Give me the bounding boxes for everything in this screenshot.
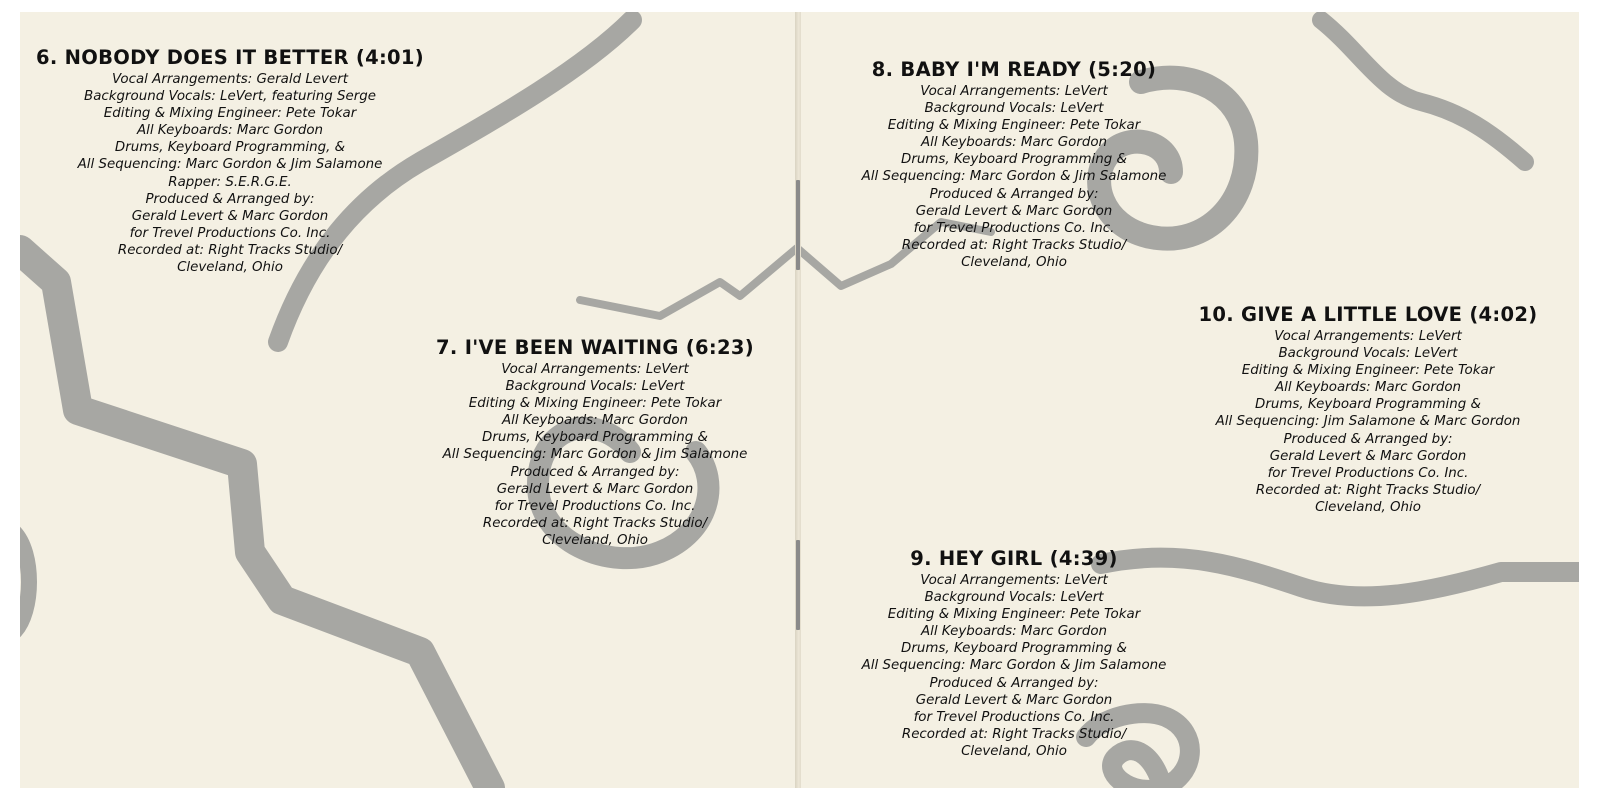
credit-line: Gerald Levert & Marc Gordon <box>915 203 1113 219</box>
credit-line: Recorded at: Right Tracks Studio/ <box>117 242 343 258</box>
track-title: 8. BABY I'M READY (5:20) <box>871 58 1157 81</box>
credit-line: All Sequencing: Marc Gordon & Jim Salamone <box>77 157 383 173</box>
credit-line: All Sequencing: Jim Salamone & Marc Gordon <box>1215 414 1521 430</box>
edge-arc-left <box>20 532 29 632</box>
credit-line: Gerald Levert & Marc Gordon <box>1269 448 1467 464</box>
credit-line: All Keyboards: Marc Gordon <box>136 123 324 139</box>
track-credits <box>1173 328 1563 516</box>
track-title: 6. NOBODY DOES IT BETTER (4:01) <box>35 46 425 69</box>
track-8 <box>829 58 1199 271</box>
track-credits <box>410 361 780 549</box>
credit-line: Editing & Mixing Engineer: Pete Tokar <box>468 396 722 412</box>
staple-bottom <box>796 540 800 630</box>
track-title: 9. HEY GIRL (4:39) <box>910 547 1118 570</box>
credit-line: Cleveland, Ohio <box>177 260 283 276</box>
credit-line: Produced & Arranged by: <box>1283 431 1453 447</box>
left-page <box>20 12 797 788</box>
credit-line: Drums, Keyboard Programming, & <box>114 140 346 156</box>
staple-top <box>796 180 800 270</box>
credit-line: Vocal Arrangements: LeVert <box>1274 329 1462 344</box>
credit-line: Produced & Arranged by: <box>510 464 680 480</box>
credit-line: Vocal Arrangements: Gerald Levert <box>112 72 348 87</box>
credit-line: Recorded at: Right Tracks Studio/ <box>1255 482 1481 498</box>
credit-line: Background Vocals: LeVert <box>1278 346 1458 362</box>
credit-line: Gerald Levert & Marc Gordon <box>131 208 329 224</box>
credit-line: Cleveland, Ohio <box>961 254 1067 270</box>
credit-line: Drums, Keyboard Programming & <box>901 641 1127 657</box>
credit-line: Background Vocals: LeVert <box>924 101 1104 117</box>
credit-line: Vocal Arrangements: LeVert <box>920 573 1108 588</box>
credit-line: Vocal Arrangements: LeVert <box>501 362 689 377</box>
credit-line: All Sequencing: Marc Gordon & Jim Salamone <box>861 658 1167 674</box>
right-page <box>801 12 1579 788</box>
track-9 <box>829 547 1199 760</box>
credit-line: All Sequencing: Marc Gordon & Jim Salamone <box>861 169 1167 185</box>
credit-line: Gerald Levert & Marc Gordon <box>496 481 694 497</box>
track-6 <box>30 46 430 276</box>
credit-line: Vocal Arrangements: LeVert <box>920 84 1108 99</box>
track-10 <box>1173 303 1563 516</box>
credit-line: Editing & Mixing Engineer: Pete Tokar <box>887 607 1141 623</box>
credit-line: All Keyboards: Marc Gordon <box>920 624 1108 640</box>
credit-line: Gerald Levert & Marc Gordon <box>915 692 1113 708</box>
credit-line: Drums, Keyboard Programming & <box>1255 397 1481 413</box>
credit-line: for Trevel Productions Co. Inc. <box>1267 465 1469 481</box>
credit-line: for Trevel Productions Co. Inc. <box>494 498 696 514</box>
credit-line: Produced & Arranged by: <box>145 191 315 207</box>
credit-line: Recorded at: Right Tracks Studio/ <box>901 237 1127 253</box>
credit-line: Background Vocals: LeVert <box>505 379 685 395</box>
credit-line: All Keyboards: Marc Gordon <box>1274 380 1462 396</box>
credit-line: All Keyboards: Marc Gordon <box>920 135 1108 151</box>
credit-line: Background Vocals: LeVert <box>924 590 1104 606</box>
credit-line: Cleveland, Ohio <box>542 532 648 548</box>
credit-line: Produced & Arranged by: <box>929 186 1099 202</box>
credit-line: Produced & Arranged by: <box>929 675 1099 691</box>
credit-line: Editing & Mixing Engineer: Pete Tokar <box>1241 363 1495 379</box>
track-credits <box>829 83 1199 271</box>
track-credits <box>30 71 430 276</box>
credit-line: All Keyboards: Marc Gordon <box>501 413 689 429</box>
credit-line: Background Vocals: LeVert, featuring Serge <box>84 89 376 105</box>
track-7 <box>410 336 780 549</box>
credit-line: Rapper: S.E.R.G.E. <box>168 174 292 190</box>
credit-line: Drums, Keyboard Programming & <box>901 152 1127 168</box>
credit-line: All Sequencing: Marc Gordon & Jim Salamone <box>442 447 748 463</box>
credit-line: Editing & Mixing Engineer: Pete Tokar <box>887 118 1141 134</box>
credit-line: for Trevel Productions Co. Inc. <box>913 709 1115 725</box>
track-title: 7. I'VE BEEN WAITING (6:23) <box>436 336 754 359</box>
jagged-line-left <box>580 248 797 316</box>
wave-top-right <box>1321 20 1525 162</box>
track-title: 10. GIVE A LITTLE LOVE (4:02) <box>1198 303 1538 326</box>
credit-line: Drums, Keyboard Programming & <box>482 430 708 446</box>
credit-line: Editing & Mixing Engineer: Pete Tokar <box>103 106 357 122</box>
credit-line: for Trevel Productions Co. Inc. <box>913 220 1115 236</box>
credit-line: Cleveland, Ohio <box>961 743 1067 759</box>
credit-line: for Trevel Productions Co. Inc. <box>129 225 331 241</box>
credit-line: Cleveland, Ohio <box>1315 499 1421 515</box>
track-credits <box>829 572 1199 760</box>
credit-line: Recorded at: Right Tracks Studio/ <box>482 515 708 531</box>
credit-line: Recorded at: Right Tracks Studio/ <box>901 726 1127 742</box>
